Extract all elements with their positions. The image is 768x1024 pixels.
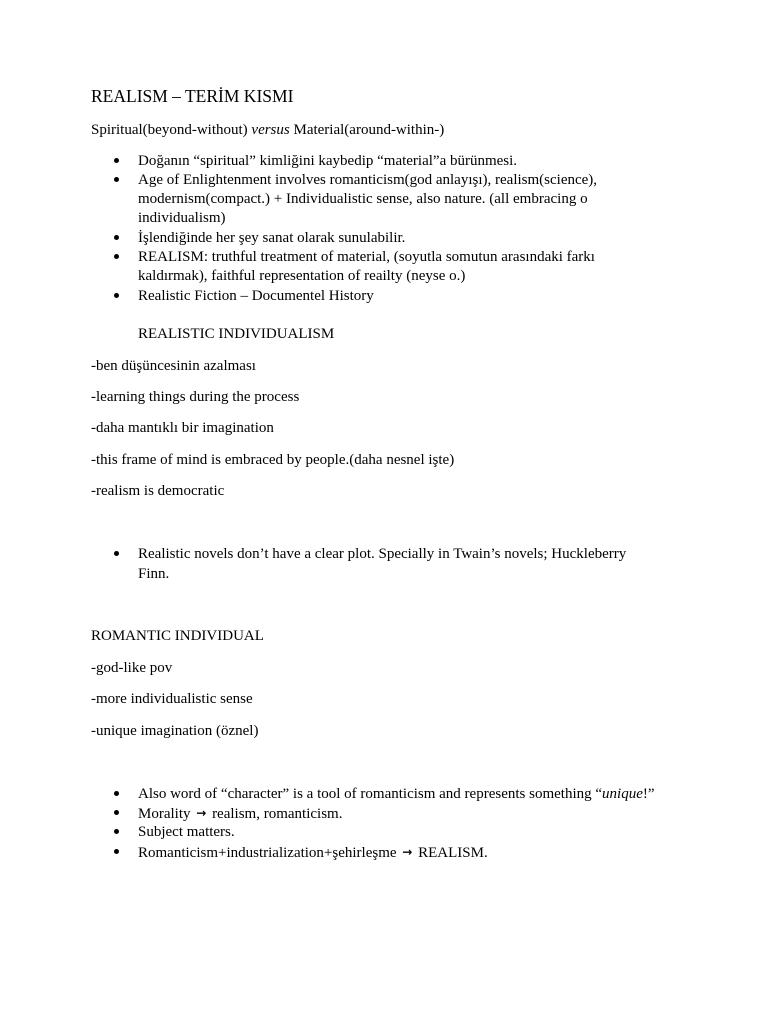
bullet-icon <box>114 791 119 796</box>
list3-item-4-pre: Romanticism+industrialization+şehirleşme <box>138 845 397 861</box>
romantic-heading: ROMANTIC INDIVIDUAL <box>91 628 264 644</box>
realistic-item-3: -daha mantıklı bir imagination <box>91 420 274 436</box>
intro-line <box>91 121 444 140</box>
list1-item-2-line-2: modernism(compact.) + Individualistic sense, also nature. (all embracing o <box>138 191 588 207</box>
realistic-item-1: -ben düşüncesinin azalması <box>91 358 256 374</box>
bullet-icon <box>114 158 119 163</box>
bullet-icon <box>114 254 119 259</box>
list1-item-4-line-2: kaldırmak), faithful representation of reailty (neyse o.) <box>138 268 466 284</box>
document-title: REALISM – TERİM KISMI <box>91 86 294 106</box>
list3-item-4-post: REALISM. <box>418 845 488 861</box>
bullet-icon <box>114 235 119 240</box>
realistic-item-4: -this frame of mind is embraced by people.(daha nesnel işte) <box>91 452 455 468</box>
bullet-icon <box>114 177 119 182</box>
list3-item-2-pre: Morality <box>138 806 191 822</box>
list3-item-1-post: !” <box>642 786 655 802</box>
intro-right: Material(around-within-) <box>289 122 445 138</box>
list3-item-2 <box>138 804 342 824</box>
realistic-item-5: -realism is democratic <box>91 483 225 499</box>
list3-item-1 <box>138 785 655 804</box>
list1-item-4-line-1: REALISM: truthful treatment of material, (soyutla somutun arasındaki farkı <box>138 249 595 265</box>
list3-item-1-pre: Also word of “character” is a tool of romanticism and represents something “ <box>138 786 603 802</box>
list1-item-2-line-3: individualism) <box>138 210 226 226</box>
bullet-icon <box>114 293 119 298</box>
intro-versus: versus <box>251 122 290 138</box>
bullet-icon <box>114 829 119 834</box>
list2-item-1-line-2: Finn. <box>138 566 170 582</box>
list1-item-2-line-1: Age of Enlightenment involves romanticism(god anlayışı), realism(science), <box>138 172 598 188</box>
list3-item-1-emphasis: unique <box>602 786 643 802</box>
intro-left: Spiritual(beyond-without) <box>91 122 252 138</box>
bullet-icon <box>114 551 119 556</box>
right-arrow-icon: → <box>196 806 207 820</box>
romantic-item-3: -unique imagination (öznel) <box>91 723 259 739</box>
bullet-icon <box>114 810 119 815</box>
bullet-icon <box>114 849 119 854</box>
realistic-heading: REALISTIC INDIVIDUALISM <box>138 326 335 342</box>
list1-item-5: Realistic Fiction – Documentel History <box>138 288 374 304</box>
romantic-item-2: -more individualistic sense <box>91 691 253 707</box>
realistic-item-2: -learning things during the process <box>91 389 300 405</box>
list3-item-3: Subject matters. <box>138 824 235 840</box>
list3-item-2-post: realism, romanticism. <box>212 806 343 822</box>
list2-item-1-line-1: Realistic novels don’t have a clear plot. Specially in Twain’s novels; Huckleberry <box>138 546 627 562</box>
right-arrow-icon: → <box>402 845 413 859</box>
list1-item-1: Doğanın “spiritual” kimliğini kaybedip “material”a bürünmesi. <box>138 153 518 169</box>
list3-item-4 <box>138 843 488 863</box>
romantic-item-1: -god-like pov <box>91 660 173 676</box>
list1-item-3: İşlendiğinde her şey sanat olarak sunulabilir. <box>138 230 406 246</box>
